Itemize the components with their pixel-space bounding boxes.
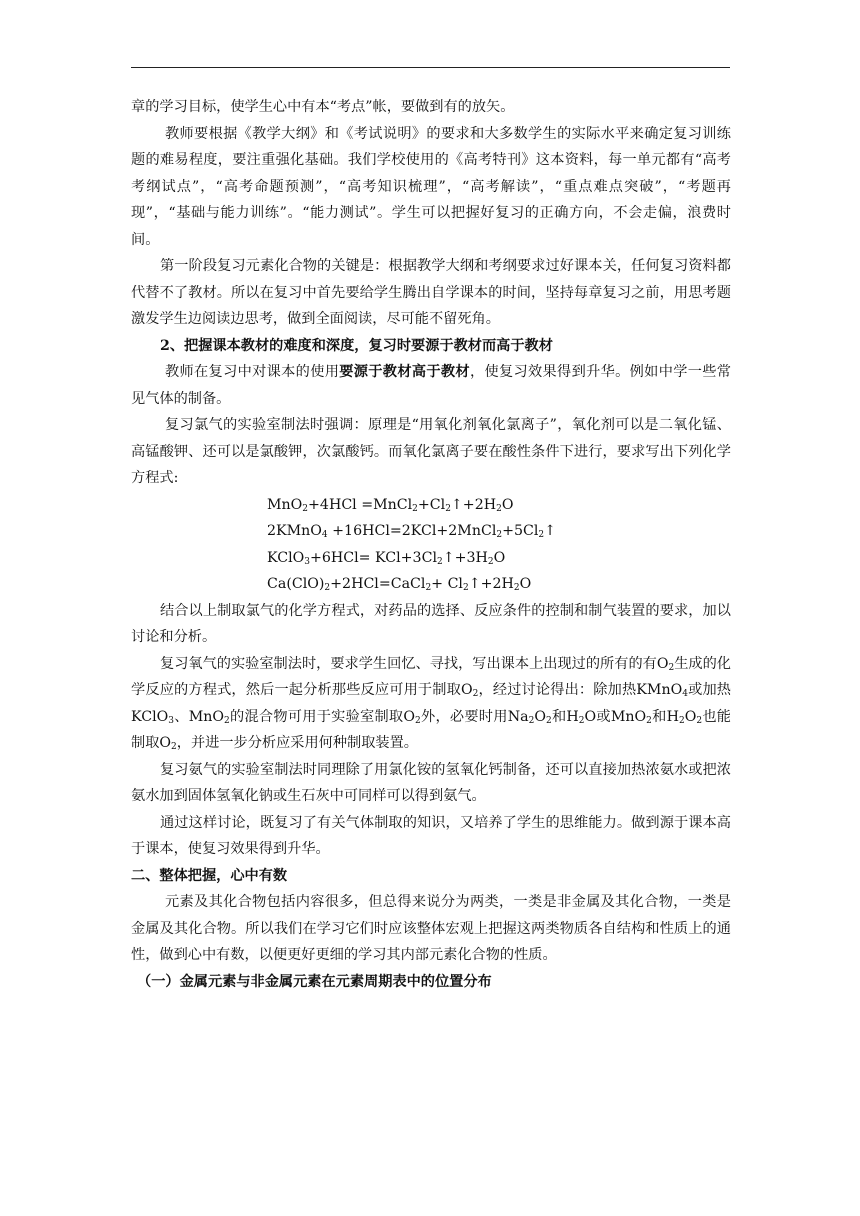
paragraph: 元素及其化合物包括内容很多，但总得来说分为两类，一类是非金属及其化合物，一类是金属及其化合物。所以我们在学习它们时应该整体宏观上把握这两类物质各自结构和性质上的通性，做到心中有数，以便更好更细的学习其内部元素化合物的性质。 [131,894,731,963]
chemical-equation: 2KMnO$_4$ $+16HCl=2KCl+2MnCl_2+5Cl_2↑$ [267,523,557,540]
chemical-equation: KClO$_3$+6HCl= $KCl+3Cl_2↑+3H_2O$ [267,549,506,567]
chemical-equation: $MnO_2+4HCl =MnCl_2+Cl_2↑+2H_2O$ [267,496,514,514]
paragraph: 结合以上制取氯气的化学方程式，对药品的选择、反应条件的控制和制气装置的要求，加以讨论和分析。 [131,602,731,645]
paragraph: 教师在复习中对课本的使用要源于教材高于教材，使复习效果得到升华。例如中学一些常见气体的制备。 [131,364,731,407]
paragraph: 第一阶段复习元素化合物的关键是：根据教学大纲和考纲要求过好课本关，任何复习资料都代替不了教材。所以在复习中首先要给学生腾出自学课本的时间，坚持每章复习之前，用思考题激发学生边阅读边思考，做到全面阅读，尽可能不留死角。 [131,258,731,327]
paragraph: 复习氨气的实验室制法时同理除了用氯化铵的氢氧化钙制备，还可以直接加热浓氨水或把浓氨水加到固体氢氧化钠或生石灰中可同样可以得到氨气。 [131,761,731,804]
section-heading: 2、把握课本教材的难度和深度，复习时要源于教材而高于教材 [160,337,553,354]
paragraph: 通过这样讨论，既复习了有关气体制取的知识，又培养了学生的思维能力。做到源于课本高于课本，使复习效果得到升华。 [131,814,731,857]
subsection-heading: （一）金属元素与非金属元素在元素周期表中的位置分布 [137,973,492,990]
paragraph: 复习氧气的实验室制法时，要求学生回忆、寻找，写出课本上出现过的所有的有$O_2$生成的化学反应的方程式，然后一起分析那些反应可用于制取$O_2$，经过讨论得出：除加热KMnO$_4$或加热KClO$_3$、MnO$_2$的混合物可用于实验室制取$O_2$外，必要时用$Na_2O_2$和$H_2O$或MnO$_2$和$H_2O_2$也能制取$O_2$，并进一步分析应采用何种制取装置。 [131,655,731,752]
header-rule [131,67,730,68]
chemical-equation: $Ca(ClO)_2+2HCl=CaCl_2+$ $Cl_2↑+2H_2O$ [267,576,532,593]
paragraph: 教师要根据《教学大纲》和《考试说明》的要求和大多数学生的实际水平来确定复习训练题的难易程度，要注重强化基础。我们学校使用的《高考特刊》这本资料，每一单元都有“高考考纲试点”，“高考命题预测”，“高考知识梳理”，“高考解读”，“重点难点突破”，“考题再现”，“基础与能力训练”。“能力测试”。学生可以把握好复习的正确方向，不会走偏，浪费时间。 [131,125,731,248]
emphasis-text: 要源于教材高于教材 [339,364,470,380]
paragraph: 复习氯气的实验室制法时强调：原理是“用氧化剂氧化氯离子”，氧化剂可以是二氧化锰、高锰酸钾、还可以是氯酸钾，次氯酸钙。而氧化氯离子要在酸性条件下进行，要求写出下列化学方程式: [131,417,731,486]
section-heading: 二、整体把握，心中有数 [131,867,288,884]
paragraph: 章的学习目标，使学生心中有本“考点”帐，要做到有的放矢。 [131,99,515,115]
document-body [131,94,731,995]
